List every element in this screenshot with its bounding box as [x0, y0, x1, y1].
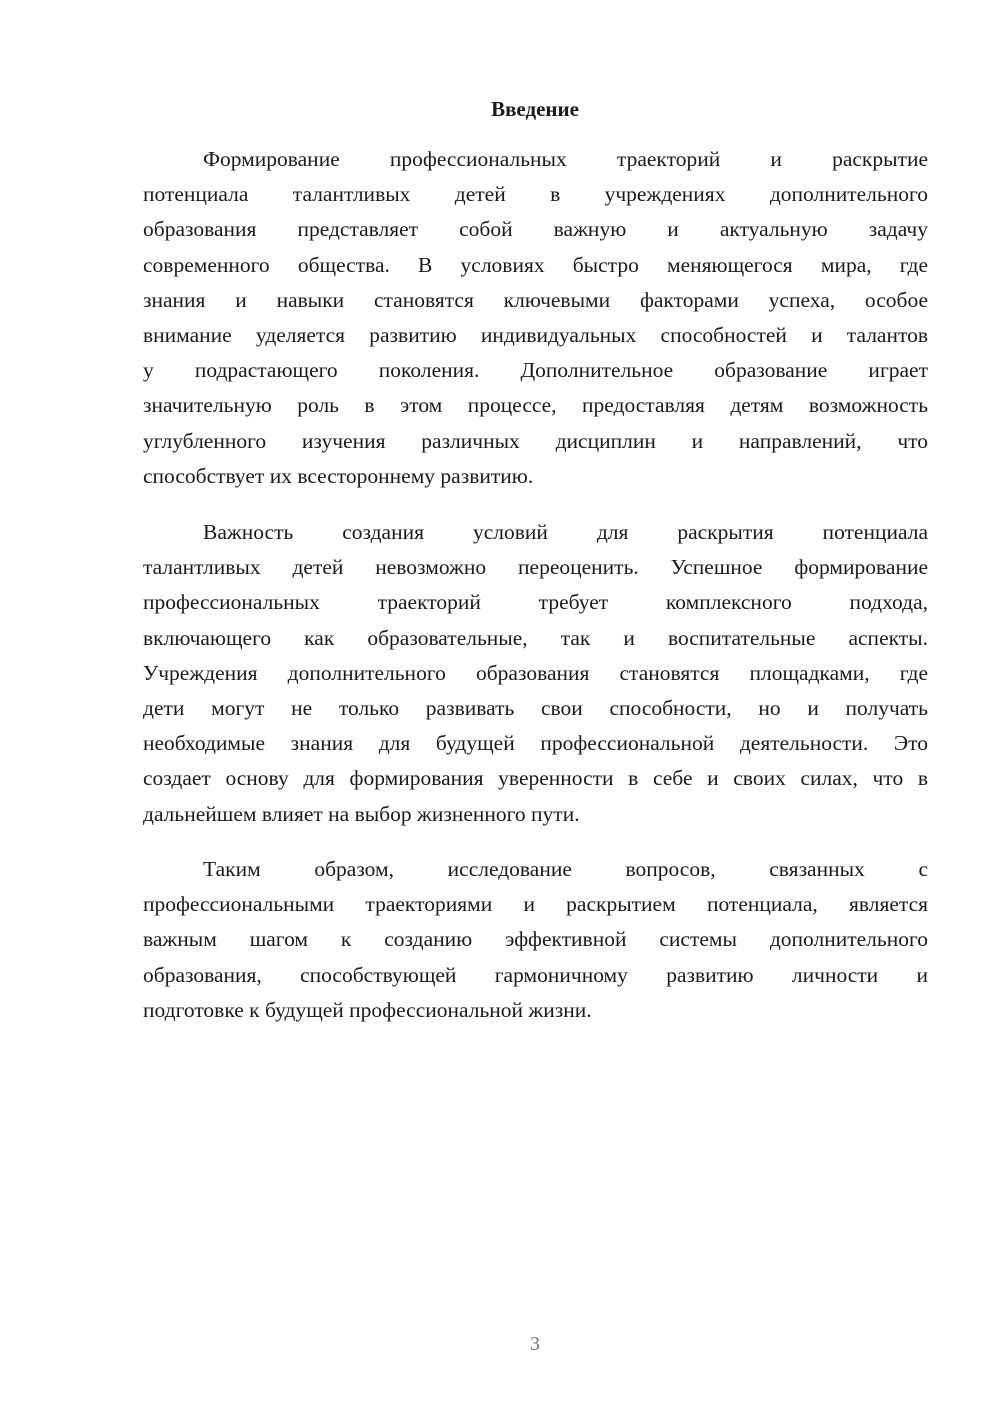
text-line: знания и навыки становятся ключевыми факторами успеха, особое: [143, 287, 928, 312]
text-line: внимание уделяется развитию индивидуальных способностей и талантов: [143, 322, 928, 347]
text-line: образования представляет собой важную и актуальную задачу: [143, 217, 928, 242]
text-line: способствует их всестороннему развитию.: [143, 463, 534, 488]
text-line: потенциала талантливых детей в учреждениях дополнительного: [143, 182, 928, 207]
text-line: профессиональных траекторий требует комплексного подхода,: [143, 590, 928, 615]
text-line: Формирование профессиональных траекторий и раскрытие: [203, 147, 928, 171]
page-title: Введение: [491, 97, 579, 121]
paragraph-3: [143, 852, 928, 1028]
text-line: образования, способствующей гармоничному развитию личности и: [143, 962, 928, 987]
text-line: дальнейшем влияет на выбор жизненного пути.: [143, 801, 580, 826]
text-line: подготовке к будущей профессиональной жизни.: [143, 997, 592, 1022]
text-line: создает основу для формирования уверенности в себе и своих силах, что в: [143, 766, 928, 791]
text-line: углубленного изучения различных дисциплин и направлений, что: [143, 428, 928, 453]
text-line: современного общества. В условиях быстро меняющегося мира, где: [143, 252, 928, 277]
text-line: у подрастающего поколения. Дополнительное образование играет: [143, 358, 928, 383]
text-line: важным шагом к созданию эффективной системы дополнительного: [143, 927, 928, 952]
paragraph-2: [143, 515, 928, 832]
text-line: талантливых детей невозможно переоценить. Успешное формирование: [143, 555, 928, 580]
text-line: необходимые знания для будущей профессиональной деятельности. Это: [143, 731, 928, 756]
text-line: Таким образом, исследование вопросов, связанных с: [203, 857, 928, 881]
text-line: включающего как образовательные, так и воспитательные аспекты.: [143, 625, 928, 650]
text-line: дети могут не только развивать свои способности, но и получать: [143, 695, 928, 720]
text-line: Важность создания условий для раскрытия потенциала: [203, 520, 928, 544]
page-number: 3: [530, 1333, 540, 1355]
text-line: профессиональными траекториями и раскрытием потенциала, является: [143, 892, 928, 917]
text-line: Учреждения дополнительного образования становятся площадками, где: [143, 660, 928, 685]
paragraph-1: [143, 142, 928, 494]
text-line: значительную роль в этом процессе, предоставляя детям возможность: [143, 393, 928, 418]
